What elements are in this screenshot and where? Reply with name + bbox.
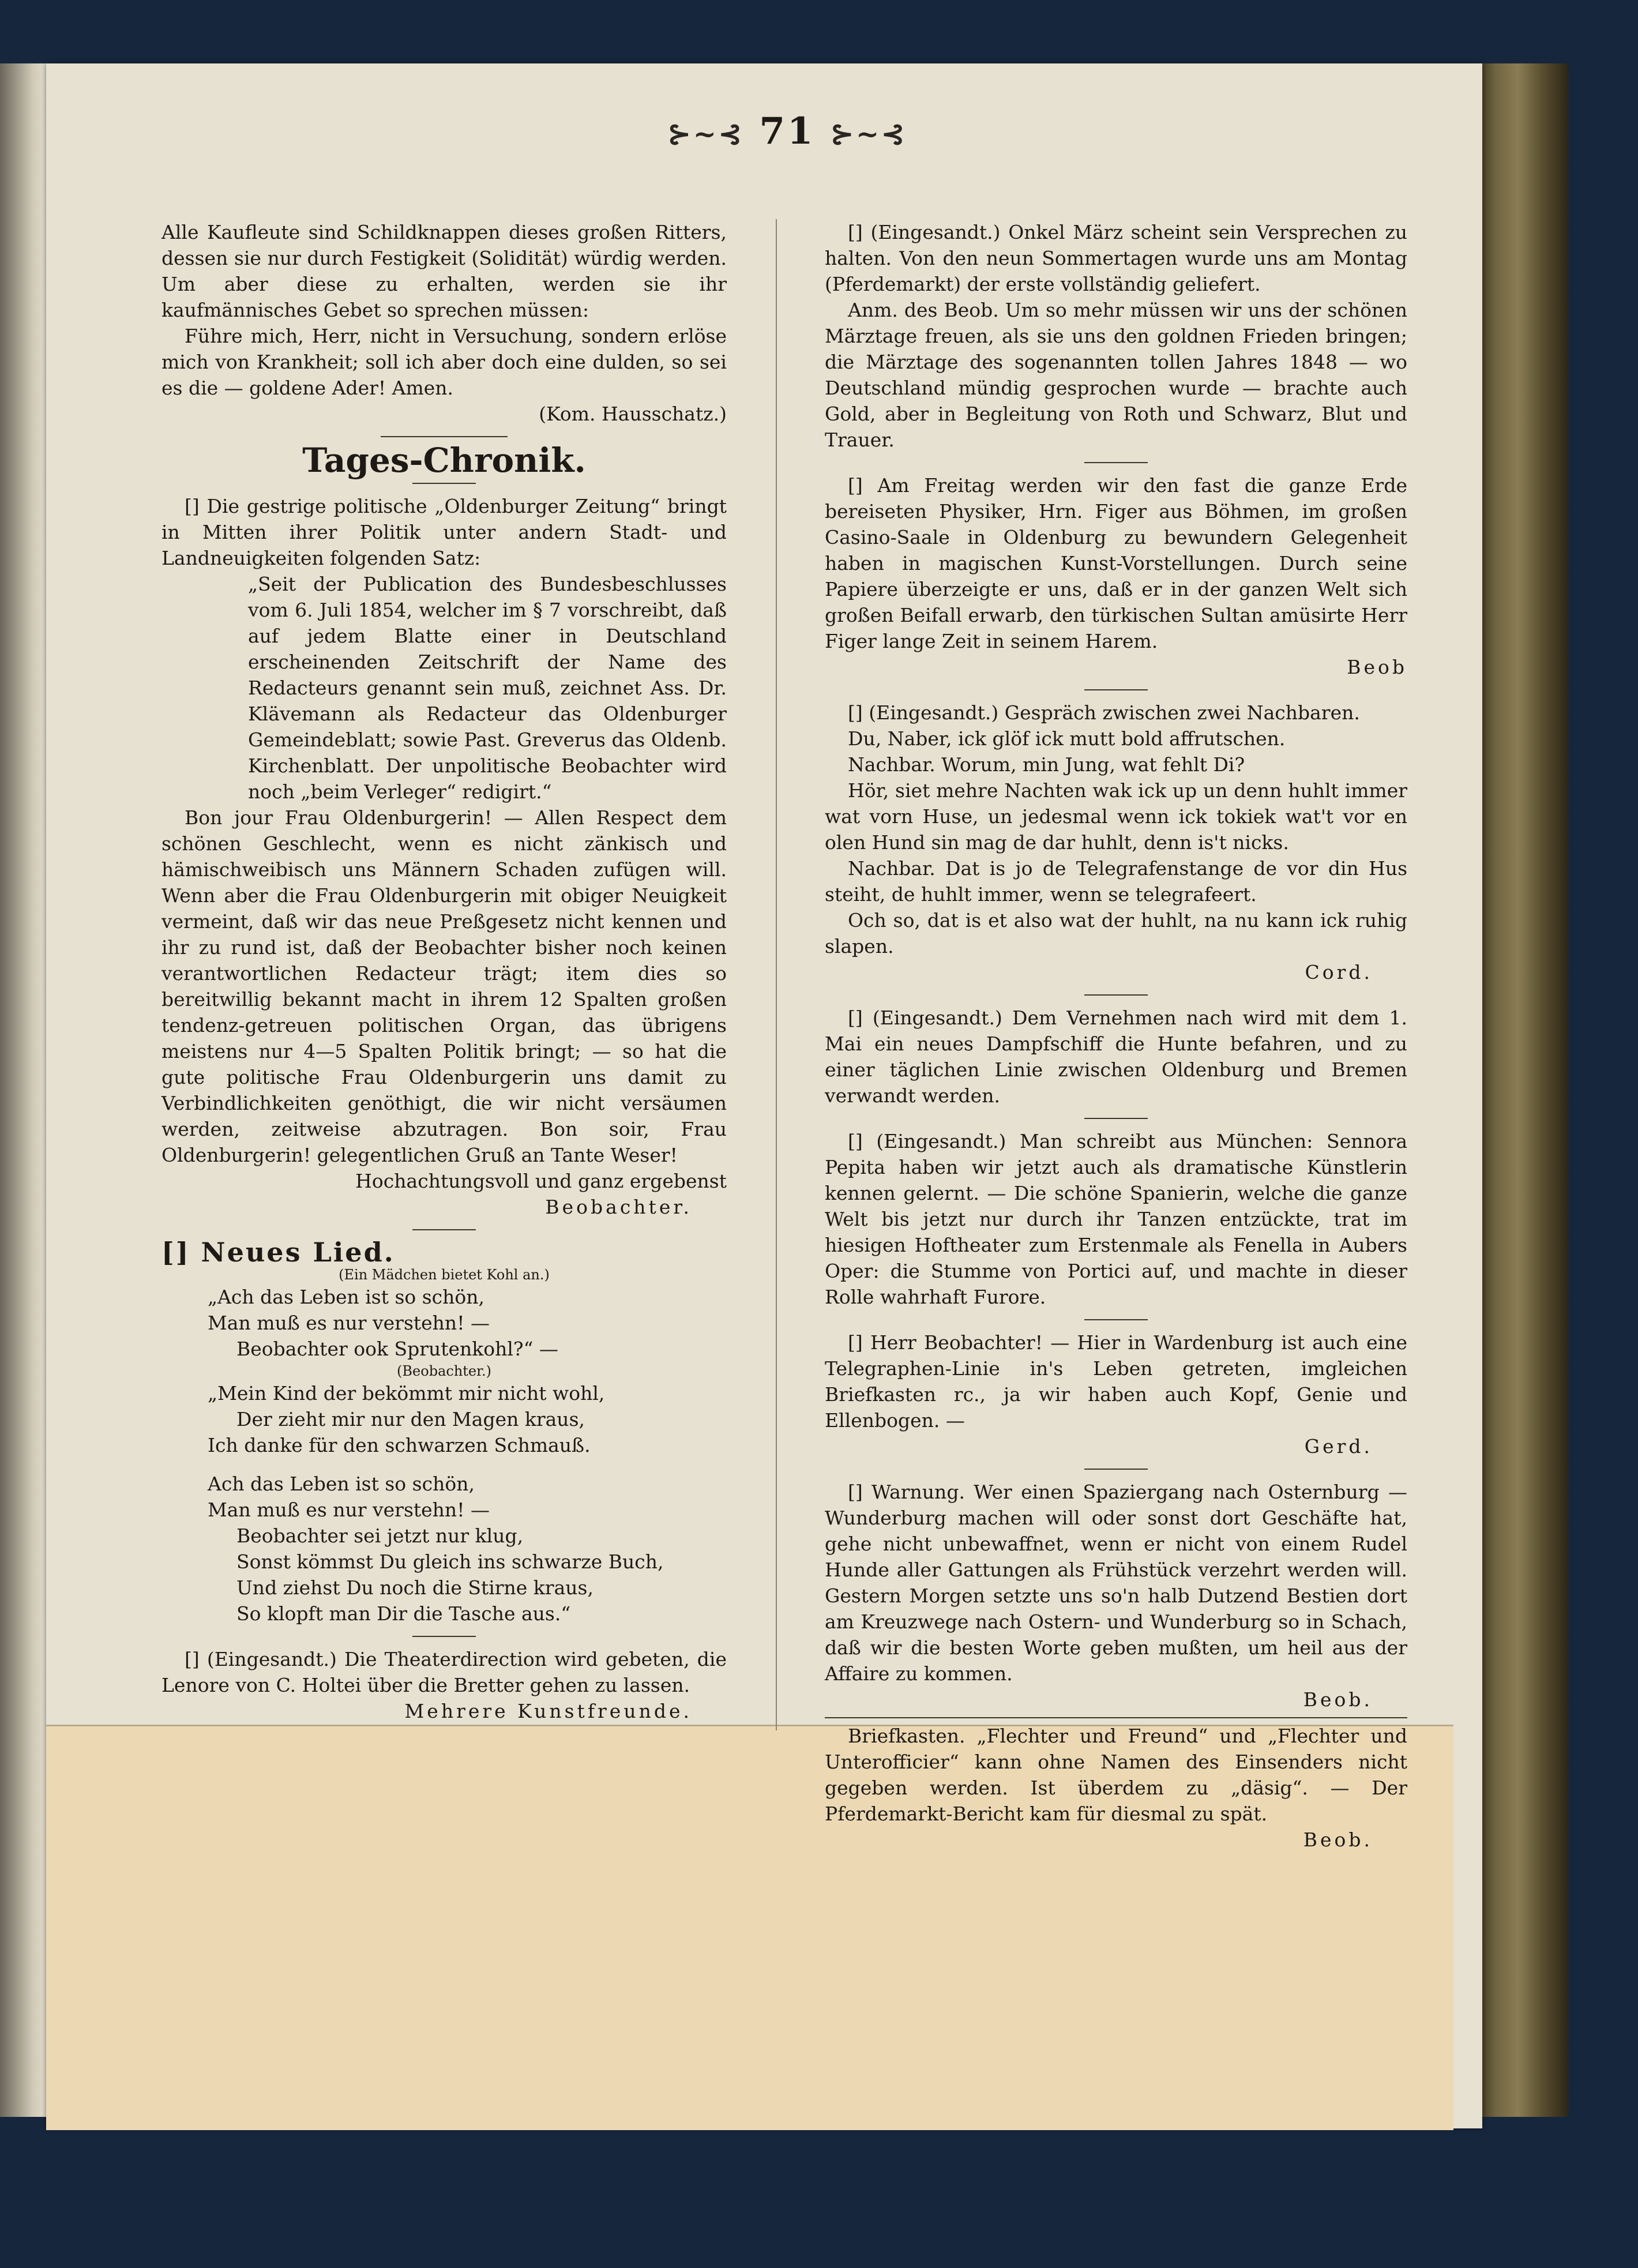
page-header (161, 110, 1413, 153)
lied-line: Man muß es nur verstehn! — (208, 1499, 490, 1521)
lied-line: „Ach das Leben ist so schön, (208, 1286, 485, 1308)
item-pepita: [] (Eingesandt.) Man schreibt aus München: Sennora Pepita haben wir jetzt auch als dramatische Künstlerin kennen gelernt. — Die schöne Spanierin, welche die ganze Welt bis jetzt nur durch ihr Tanzen entzückte, trat im hiesigen Hoftheater zum Erstenmale als Fenella in Aubers Oper: die Stumme von Portici auf, und machte in dieser Rolle wahrhaft Furore. (825, 1130, 1407, 1308)
section-rule (381, 436, 508, 437)
lied-line: Man muß es nur verstehn! — (208, 1312, 490, 1334)
lied-note: (Ein Mädchen bietet Kohl an.) (339, 1267, 550, 1283)
gespraech-line: Nachbar. Worum, min Jung, wat fehlt Di? (848, 753, 1245, 776)
book-spine-edge (1477, 63, 1569, 2117)
lied-line: Und ziehst Du noch die Stirne kraus, (236, 1576, 593, 1599)
gespraech-line: Hör, siet mehre Nachten wak ick up un denn huhlt immer wat vorn Huse, un jedesmal wenn ick tokiek wat't vor en olen Hund sin mag de dar huhlt, denn is't nicks. (825, 779, 1407, 854)
lied-speaker: (Beobachter.) (397, 1363, 491, 1379)
item-figer: [] Am Freitag werden wir den fast die ganze Erde bereiseten Physiker, Hrn. Figer aus Böhmen, im großen Casino-Saale in Oldenburg zu bewundern Gelegenheit haben in magischen Kunst-Vorstellungen. Durch seine Papiere überzeigte er uns, daß er in der ganzen Welt sich großen Beifall erwarb, den türkischen Sultan amüsirte Herr Figer lange Zeit in seinem Harem. (825, 474, 1407, 652)
item-rule (412, 1636, 476, 1637)
intro-paragraph: Alle Kaufleute sind Schildknappen dieses großen Ritters, dessen sie nur durch Festigkeit (Solidität) würdig werden. Um aber diese zu erhalten, werden sie ihr kaufmännisches Gebet so sprechen müssen: (161, 221, 727, 321)
item-rule (1084, 1118, 1148, 1119)
page-content (161, 110, 1413, 1851)
item-figer-signature: Beob (1347, 656, 1407, 678)
lied-line: Der zieht mir nur den Magen kraus, (236, 1408, 585, 1430)
lied-line: „Mein Kind der bekömmt mir nicht wohl, (208, 1382, 605, 1405)
item-rule (1084, 689, 1148, 690)
facing-page-edge (0, 63, 46, 2117)
gespraech-line: Du, Naber, ick glöf ick mutt bold affrutschen. (848, 727, 1286, 750)
item-rule (412, 1229, 476, 1230)
lied-line: Beobachter sei jetzt nur klug, (236, 1524, 524, 1547)
item-maerz: [] (Eingesandt.) Onkel März scheint sein Versprechen zu halten. Von den neun Sommertagen wurde uns am Montag (Pferdemarkt) der erste vollständig geliefert. (825, 221, 1407, 295)
left-column (161, 219, 727, 1724)
item1-signature: Beobachter. (545, 1196, 692, 1218)
item-gespraech: [] (Eingesandt.) Gespräch zwischen zwei Nachbaren. (848, 701, 1360, 724)
item-dampfschiff: [] (Eingesandt.) Dem Vernehmen nach wird mit dem 1. Mai ein neues Dampfschiff die Hunte befahren, und zu einer täglichen Linie zwischen Oldenburg und Bremen verwandt werden. (825, 1007, 1407, 1107)
lied-line: So klopft man Dir die Tasche aus.“ (236, 1602, 571, 1625)
briefkasten-signature: Beob. (1303, 1828, 1373, 1851)
item-theatre-signature: Mehrere Kunstfreunde. (404, 1700, 692, 1722)
lied-line: Sonst kömmst Du gleich ins schwarze Buch, (236, 1550, 664, 1573)
item1-body: Bon jour Frau Oldenburgerin! — Allen Respect dem schönen Geschlecht, wenn es nicht zänkisch und hämischweibisch uns Männern Schaden zufügen will. Wenn aber die Frau Oldenburgerin mit obiger Neuigkeit vermeint, daß wir das neue Preßgesetz nicht kennen und ihr zu rund ist, daß der Beobachter bisher noch keinen verantwortlichen Redacteur trägt; item dies so bereitwillig bekannt macht in ihrem 12 Spalten großen tendenz-getreuen politischen Organ, das übrigens meistens nur 4—5 Spalten Politik bringt; — so hat die gute politische Frau Oldenburgerin uns damit zu Verbindlichkeiten genöthigt, die wir nicht versäumen werden, zeitweise abzutragen. Bon soir, Frau Oldenburgerin! gelegentlichen Gruß an Tante Weser! (161, 806, 727, 1166)
lied-line: Ich danke für den schwarzen Schmauß. (208, 1434, 591, 1456)
section-title: Tages-Chronik. (302, 441, 586, 480)
left-ornament-icon: ⊱~⊰ (667, 118, 745, 151)
gespraech-line: Nachbar. Dat is jo de Telegrafenstange de vor din Hus steiht, de huhlt immer, wenn se telegrafeert. (825, 857, 1407, 906)
right-column (825, 219, 1407, 1853)
item-rule (1084, 994, 1148, 996)
intro-prayer: Führe mich, Herr, nicht in Versuchung, sondern erlöse mich von Krankheit; soll ich aber doch eine dulden, so sei es die — goldene Ader! Amen. (161, 325, 727, 399)
item1-intro: [] Die gestrige politische „Oldenburger Zeitung“ bringt in Mitten ihrer Politik unter andern Stadt- und Landneuigkeiten folgenden Satz: (161, 495, 727, 569)
briefkasten-rule (825, 1717, 1407, 1718)
newspaper-page (46, 63, 1482, 2128)
item-maerz-note: Anm. des Beob. Um so mehr müssen wir uns der schönen Märztage freuen, als sie uns den goldnen Frieden bringen; die Märztage des sogenannten tollen Jahres 1848 — wo Deutschland mündig gesprochen wurde — brachte auch Gold, aber in Begleitung von Roth und Schwarz, Blut und Trauer. (825, 299, 1407, 451)
intro-source: (Kom. Hausschatz.) (539, 403, 727, 425)
lied-line: Beobachter ook Sprutenkohl?“ — (236, 1338, 558, 1360)
gespraech-signature: Cord. (1305, 961, 1373, 983)
item-rule (1084, 462, 1148, 463)
item-warnung-signature: Beob. (1303, 1688, 1373, 1711)
item-wardenburg-signature: Gerd. (1304, 1435, 1373, 1458)
item-wardenburg: [] Herr Beobachter! — Hier in Wardenburg ist auch eine Telegraphen-Linie in's Leben getreten, imgleichen Briefkasten rc., ja wir haben auch Kopf, Genie und Ellenbogen. — (825, 1331, 1407, 1432)
item-rule (1084, 1319, 1148, 1320)
lied-title: [] Neues Lied. (161, 1237, 395, 1268)
gespraech-line: Och so, dat is et also wat der huhlt, na nu kann ick ruhig slapen. (825, 909, 1407, 957)
briefkasten: Briefkasten. „Flechter und Freund“ und „Flechter und Unterofficier“ kann ohne Namen des Einsenders nicht gegeben werden. Ist überdem zu „däsig“. — Der Pferdemarkt-Bericht kam für diesmal zu spät. (825, 1725, 1407, 1825)
item-theatre: [] (Eingesandt.) Die Theaterdirection wird gebeten, die Lenore von C. Holtei über die Bretter gehen zu lassen. (161, 1648, 727, 1696)
item1-closing: Hochachtungsvoll und ganz ergebenst (355, 1170, 727, 1192)
right-ornament-icon: ⊱~⊰ (830, 118, 907, 151)
item-warnung: [] Warnung. Wer einen Spaziergang nach Osternburg — Wunderburg machen will oder sonst dort Geschäfte hat, gehe nicht unbewaffnet, wenn er nicht von einem Rudel Hunde aller Gattungen als Frühstück verzehrt werden will. Gestern Morgen setzte uns so'n halb Dutzend Bestien dort am Kreuzwege nach Ostern- und Wunderburg so in Schach, daß wir die besten Worte geben mußten, um heil aus der Affaire zu kommen. (825, 1481, 1407, 1685)
item1-quote: „Seit der Publication des Bundesbeschlusses vom 6. Juli 1854, welcher im § 7 vorschreibt, daß auf jedem Blatte einer in Deutschland erscheinenden Zeitschrift der Name des Redacteurs genannt sein muß, zeichnet Ass. Dr. Klävemann als Redacteur das Oldenburger Gemeindeblatt; sowie Past. Greverus das Oldenb. Kirchenblatt. Der unpolitische Beobachter wird noch „beim Verleger“ redigirt.“ (248, 573, 727, 803)
page-number: 71 (759, 110, 816, 153)
lied-line: Ach das Leben ist so schön, (208, 1473, 475, 1495)
item-rule (1084, 1469, 1148, 1470)
column-divider (776, 219, 777, 1730)
title-rule (412, 483, 476, 484)
